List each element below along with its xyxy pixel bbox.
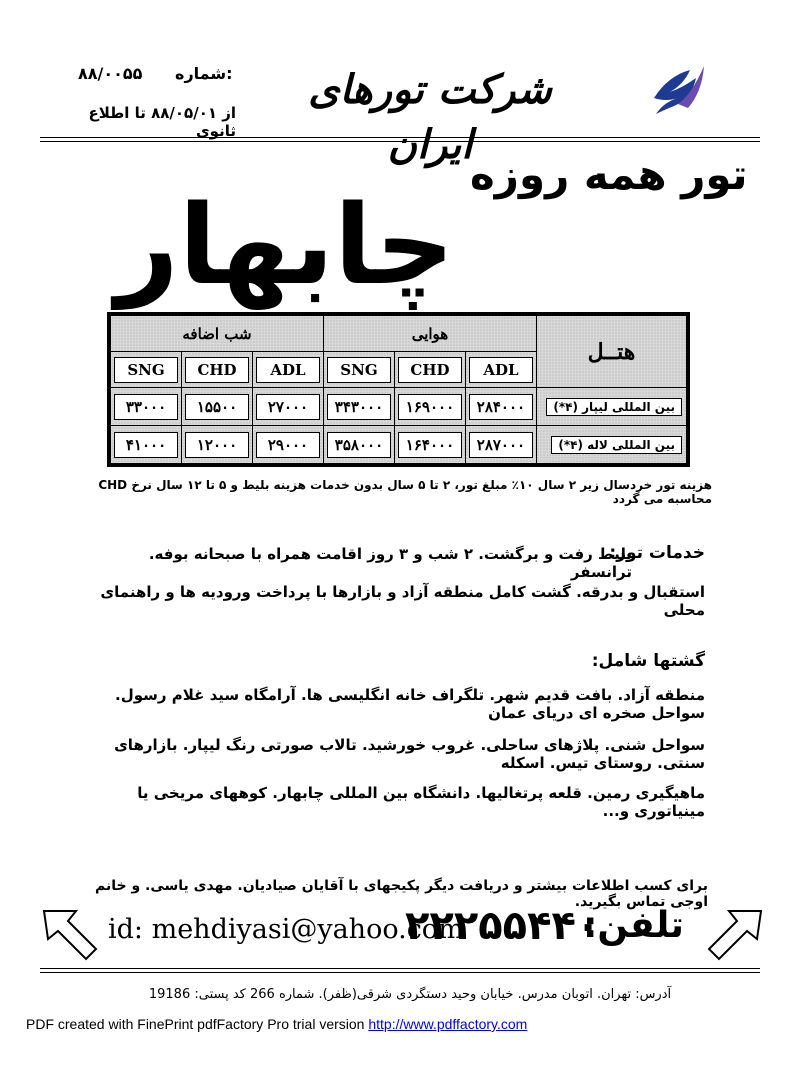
price-cell: ۲۷۰۰۰ [253,388,324,426]
air-group-header: هوایی [323,316,536,352]
number-value: ۸۸/۰۰۵۵ [78,64,143,83]
header-divider [40,137,760,142]
price-cell: ۲۸۴۰۰۰ [465,388,536,426]
pdf-factory-link[interactable]: http://www.pdffactory.com [368,1016,528,1032]
tours-heading: گشتها شامل: [591,651,705,671]
address-text: آدرس: تهران. اتوبان مدرس. خیابان وحید دستگردی شرقی(ظفر). شماره 266 کد پستی: 19186 [148,987,672,1002]
hotel-name: بین المللی لیپار (۴*) [536,388,686,426]
company-logo [648,58,710,120]
extra-night-group-header: شب اضافه [111,316,324,352]
table-row [111,426,687,464]
price-cell: ۳۴۳۰۰۰ [323,388,394,426]
company-name: شرکت تورهای ایران [308,66,552,168]
footer-divider [40,968,760,973]
pdf-watermark [26,1016,527,1032]
price-cell: ۱۵۵۰۰ [182,388,253,426]
column-header: ADL [465,352,536,388]
arrow-right-icon [705,903,765,965]
tour-title: چابهار [115,181,455,309]
price-table [107,312,690,467]
pdf-note-text: PDF created with FinePrint pdfFactory Pro trial version [26,1016,369,1032]
services-line: استقبال و بدرقه. گشت کامل منطقه آزاد و بازارها با پرداخت ورودیه ها و راهنمای محلی [100,583,705,619]
email-address[interactable]: id: mehdiyasi@yahoo.com [108,914,464,945]
contact-note: برای کسب اطلاعات بیشتر و دریافت دیگر پکیجهای با آقایان صیادیان. مهدی یاسی. و خانم اوجی تماس بگیرید. [95,878,708,910]
phone-number[interactable]: ۲۲۲۵۵۴۴۰ [405,903,601,949]
hotel-name: بین المللی لاله (۴*) [536,426,686,464]
tours-line: سواحل شنی. پلاژهای ساحلی. غروب خورشید. تالاب صورتی رنگ لیپار. بازارهای سنتی. روستای تیس. اسکله [114,736,705,772]
column-header: SNG [323,352,394,388]
column-header: CHD [394,352,465,388]
price-cell: ۴۱۰۰۰ [111,426,182,464]
price-cell: ۱۶۴۰۰۰ [394,426,465,464]
phone-label: تلفن: [583,905,684,946]
validity-text: از ۸۸/۰۵/۰۱ تا اطلاع ثانوی [88,104,236,140]
table-row [111,388,687,426]
price-cell: ۳۳۰۰۰ [111,388,182,426]
services-line: بلیط رفت و برگشت. ۲ شب و ۳ روز اقامت همراه با صبحانه بوفه. ترانسفر [148,545,632,581]
column-header: ADL [253,352,324,388]
child-pricing-note: هزینه تور خردسال زیر ۲ سال ۱۰٪ مبلغ تور، ۲ تا ۵ سال بدون خدمات هزینه بلیط و ۵ تا ۱۲ سال نرخ CHD محاسبه می گردد [98,478,712,506]
price-cell: ۲۹۰۰۰ [253,426,324,464]
price-cell: ۳۵۸۰۰۰ [323,426,394,464]
hotel-column-header: هتــل [536,316,686,388]
services-heading: خدمات تور: [609,543,705,563]
price-cell: ۲۸۷۰۰۰ [465,426,536,464]
column-header: CHD [182,352,253,388]
tours-line: منطقه آزاد. بافت قدیم شهر. تلگراف خانه انگلیسی ها. آرامگاه سید غلام رسول. سواحل صخره ای دریای عمان [115,686,705,722]
tour-subtitle: تور همه روزه [470,150,748,199]
tours-line: ماهیگیری رمین. قلعه پرتغالیها. دانشگاه بین المللی چابهار. کوههای مریخی یا مینیاتوری و... [137,784,705,820]
arrow-left-icon [40,903,100,965]
price-cell: ۱۶۹۰۰۰ [394,388,465,426]
price-cell: ۱۲۰۰۰ [182,426,253,464]
column-header: SNG [111,352,182,388]
number-label: شماره: [175,64,233,83]
